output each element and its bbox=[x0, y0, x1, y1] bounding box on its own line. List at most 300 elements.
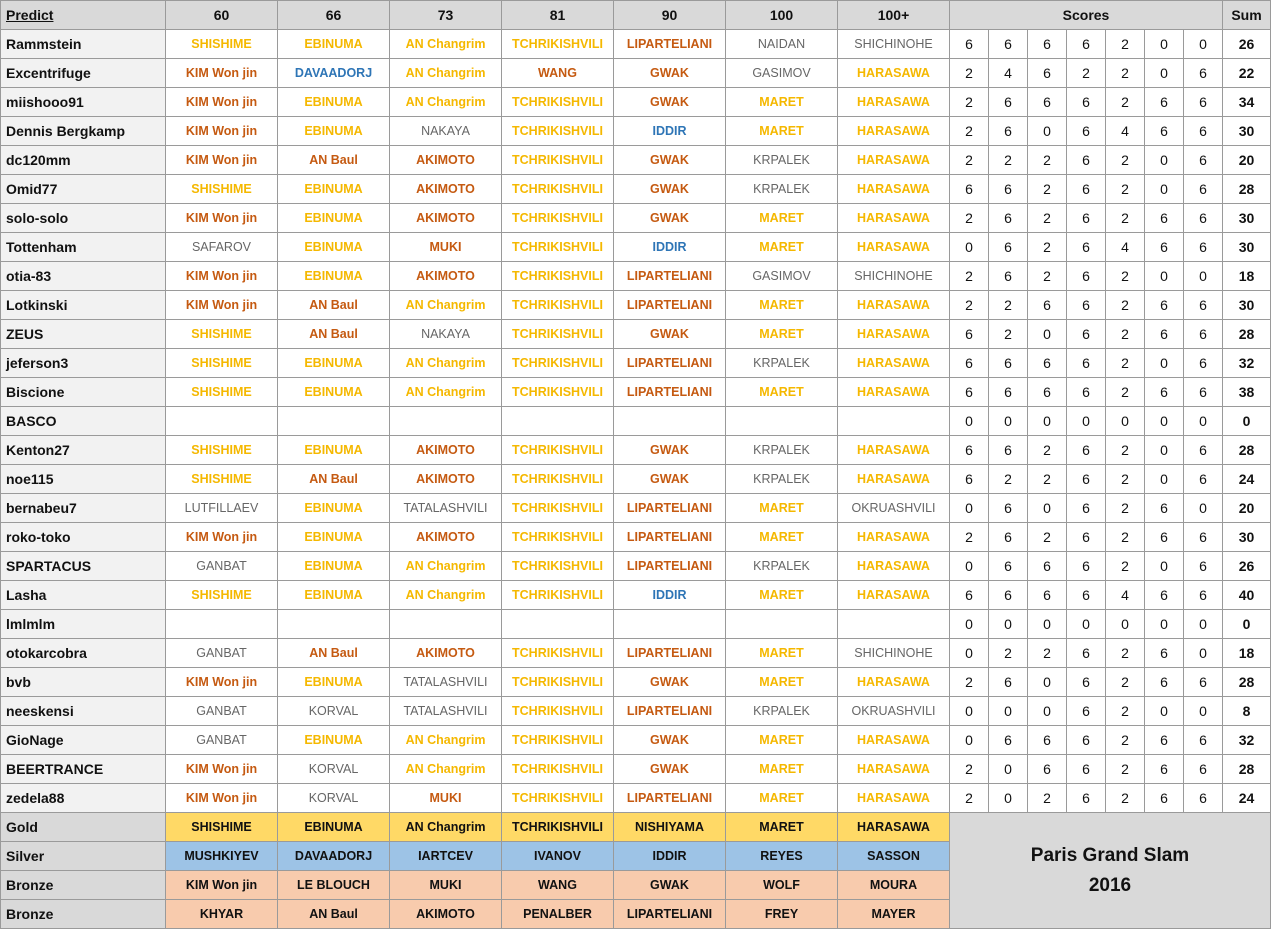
score-cell: 2 bbox=[1106, 755, 1145, 784]
pick-cell: LIPARTELIANI bbox=[614, 349, 726, 378]
score-cell: 2 bbox=[1106, 465, 1145, 494]
medal-label: Gold bbox=[1, 813, 166, 842]
score-cell: 6 bbox=[1184, 320, 1223, 349]
pick-cell: TATALASHVILI bbox=[390, 668, 502, 697]
pick-cell: GWAK bbox=[614, 320, 726, 349]
score-cell: 6 bbox=[1145, 204, 1184, 233]
pick-cell: MUKI bbox=[390, 784, 502, 813]
score-cell: 6 bbox=[1145, 581, 1184, 610]
pick-cell: TCHRIKISHVILI bbox=[502, 146, 614, 175]
table-row bbox=[1, 291, 1271, 320]
pick-cell: AN Changrim bbox=[390, 349, 502, 378]
table-row bbox=[1, 697, 1271, 726]
score-cell: 6 bbox=[989, 88, 1028, 117]
score-cell: 0 bbox=[1028, 320, 1067, 349]
score-cell: 2 bbox=[1106, 320, 1145, 349]
medalist-cell: WOLF bbox=[726, 871, 838, 900]
pick-cell: KIM Won jin bbox=[166, 668, 278, 697]
pick-cell: KIM Won jin bbox=[166, 755, 278, 784]
sum-cell: 32 bbox=[1223, 726, 1271, 755]
pick-cell: AN Changrim bbox=[390, 30, 502, 59]
pick-cell: NAIDAN bbox=[726, 30, 838, 59]
score-cell: 2 bbox=[1106, 59, 1145, 88]
score-cell: 0 bbox=[1028, 407, 1067, 436]
table-row bbox=[1, 146, 1271, 175]
sum-cell: 26 bbox=[1223, 552, 1271, 581]
pick-cell: AKIMOTO bbox=[390, 465, 502, 494]
medalist-cell: AN Changrim bbox=[390, 813, 502, 842]
sum-cell: 20 bbox=[1223, 146, 1271, 175]
pick-cell: EBINUMA bbox=[278, 436, 390, 465]
pick-cell: AKIMOTO bbox=[390, 639, 502, 668]
score-cell: 6 bbox=[1184, 59, 1223, 88]
pick-cell: AN Baul bbox=[278, 639, 390, 668]
medal-row bbox=[1, 813, 1271, 842]
score-cell: 0 bbox=[1028, 697, 1067, 726]
pick-cell: HARASAWA bbox=[838, 59, 950, 88]
pick-cell: HARASAWA bbox=[838, 552, 950, 581]
pick-cell: EBINUMA bbox=[278, 726, 390, 755]
score-cell: 6 bbox=[1145, 639, 1184, 668]
score-cell: 2 bbox=[950, 146, 989, 175]
score-cell: 6 bbox=[1028, 349, 1067, 378]
pick-cell: IDDIR bbox=[614, 233, 726, 262]
score-cell: 2 bbox=[1106, 668, 1145, 697]
score-cell: 6 bbox=[989, 30, 1028, 59]
pick-cell: GWAK bbox=[614, 436, 726, 465]
score-cell: 6 bbox=[989, 581, 1028, 610]
table-row bbox=[1, 407, 1271, 436]
score-cell: 2 bbox=[950, 668, 989, 697]
score-cell: 0 bbox=[950, 233, 989, 262]
table-row bbox=[1, 581, 1271, 610]
score-cell: 6 bbox=[1028, 291, 1067, 320]
medalist-cell: IDDIR bbox=[614, 842, 726, 871]
pick-cell: MARET bbox=[726, 581, 838, 610]
sum-cell: 24 bbox=[1223, 784, 1271, 813]
score-cell: 6 bbox=[1067, 639, 1106, 668]
pick-cell: GWAK bbox=[614, 755, 726, 784]
score-cell: 6 bbox=[1067, 233, 1106, 262]
pick-cell: LIPARTELIANI bbox=[614, 494, 726, 523]
score-cell: 2 bbox=[1106, 726, 1145, 755]
table-row bbox=[1, 523, 1271, 552]
sum-cell: 8 bbox=[1223, 697, 1271, 726]
pick-cell: GANBAT bbox=[166, 639, 278, 668]
score-cell: 6 bbox=[1145, 523, 1184, 552]
pick-cell: MUKI bbox=[390, 233, 502, 262]
score-cell: 2 bbox=[950, 117, 989, 146]
score-cell: 6 bbox=[1184, 465, 1223, 494]
score-cell: 0 bbox=[1145, 30, 1184, 59]
pick-cell: HARASAWA bbox=[838, 117, 950, 146]
pick-cell: AKIMOTO bbox=[390, 436, 502, 465]
score-cell: 2 bbox=[950, 88, 989, 117]
participant-name: jeferson3 bbox=[1, 349, 166, 378]
pick-cell: MARET bbox=[726, 784, 838, 813]
pick-cell: LIPARTELIANI bbox=[614, 523, 726, 552]
score-cell: 6 bbox=[1067, 349, 1106, 378]
sum-cell: 32 bbox=[1223, 349, 1271, 378]
pick-cell: IDDIR bbox=[614, 581, 726, 610]
participant-name: zedela88 bbox=[1, 784, 166, 813]
pick-cell: SHISHIME bbox=[166, 465, 278, 494]
pick-cell: HARASAWA bbox=[838, 581, 950, 610]
pick-cell: HARASAWA bbox=[838, 88, 950, 117]
table-row bbox=[1, 30, 1271, 59]
pick-cell: AN Baul bbox=[278, 320, 390, 349]
pick-cell: KRPALEK bbox=[726, 697, 838, 726]
pick-cell: MARET bbox=[726, 726, 838, 755]
table-row bbox=[1, 320, 1271, 349]
pick-cell: SHICHINOHE bbox=[838, 639, 950, 668]
pick-cell bbox=[502, 407, 614, 436]
pick-cell bbox=[278, 610, 390, 639]
score-cell: 0 bbox=[1145, 407, 1184, 436]
table-row bbox=[1, 262, 1271, 291]
score-cell: 2 bbox=[1028, 523, 1067, 552]
score-cell: 6 bbox=[1145, 784, 1184, 813]
score-cell: 6 bbox=[1145, 755, 1184, 784]
score-cell: 2 bbox=[1028, 262, 1067, 291]
sum-cell: 40 bbox=[1223, 581, 1271, 610]
pick-cell: HARASAWA bbox=[838, 291, 950, 320]
score-cell: 6 bbox=[1067, 523, 1106, 552]
pick-cell bbox=[502, 610, 614, 639]
score-cell: 2 bbox=[950, 523, 989, 552]
pick-cell: EBINUMA bbox=[278, 349, 390, 378]
score-cell: 0 bbox=[1145, 349, 1184, 378]
score-cell: 6 bbox=[1184, 436, 1223, 465]
pick-cell: TCHRIKISHVILI bbox=[502, 784, 614, 813]
score-cell: 6 bbox=[989, 523, 1028, 552]
pick-cell: MARET bbox=[726, 668, 838, 697]
category-header: 100+ bbox=[838, 1, 950, 30]
pick-cell: SHISHIME bbox=[166, 320, 278, 349]
score-cell: 6 bbox=[1184, 581, 1223, 610]
score-cell: 6 bbox=[1184, 784, 1223, 813]
score-cell: 0 bbox=[1184, 639, 1223, 668]
score-cell: 2 bbox=[989, 291, 1028, 320]
pick-cell bbox=[838, 407, 950, 436]
pick-cell: MARET bbox=[726, 523, 838, 552]
sum-cell: 30 bbox=[1223, 291, 1271, 320]
medalist-cell: KHYAR bbox=[166, 900, 278, 929]
score-cell: 6 bbox=[1067, 668, 1106, 697]
medalist-cell: LE BLOUCH bbox=[278, 871, 390, 900]
pick-cell: TCHRIKISHVILI bbox=[502, 30, 614, 59]
medalist-cell: KIM Won jin bbox=[166, 871, 278, 900]
pick-cell: EBINUMA bbox=[278, 668, 390, 697]
table-row bbox=[1, 204, 1271, 233]
score-cell: 6 bbox=[1028, 378, 1067, 407]
participant-name: otokarcobra bbox=[1, 639, 166, 668]
pick-cell bbox=[390, 407, 502, 436]
table-row bbox=[1, 726, 1271, 755]
pick-cell: SHISHIME bbox=[166, 30, 278, 59]
medalist-cell: HARASAWA bbox=[838, 813, 950, 842]
score-cell: 4 bbox=[989, 59, 1028, 88]
score-cell: 6 bbox=[1028, 726, 1067, 755]
pick-cell: GWAK bbox=[614, 668, 726, 697]
score-cell: 6 bbox=[989, 552, 1028, 581]
medalist-cell: MARET bbox=[726, 813, 838, 842]
pick-cell: KIM Won jin bbox=[166, 784, 278, 813]
score-cell: 2 bbox=[1028, 436, 1067, 465]
sum-cell: 30 bbox=[1223, 523, 1271, 552]
participant-name: miishooo91 bbox=[1, 88, 166, 117]
score-cell: 6 bbox=[989, 494, 1028, 523]
score-cell: 6 bbox=[950, 349, 989, 378]
score-cell: 2 bbox=[989, 465, 1028, 494]
pick-cell: HARASAWA bbox=[838, 784, 950, 813]
pick-cell: NAKAYA bbox=[390, 320, 502, 349]
pick-cell bbox=[390, 610, 502, 639]
pick-cell: HARASAWA bbox=[838, 349, 950, 378]
score-cell: 6 bbox=[989, 204, 1028, 233]
score-cell: 0 bbox=[1106, 407, 1145, 436]
pick-cell: LIPARTELIANI bbox=[614, 378, 726, 407]
pick-cell: TATALASHVILI bbox=[390, 697, 502, 726]
score-cell: 6 bbox=[1067, 552, 1106, 581]
score-cell: 2 bbox=[950, 291, 989, 320]
score-cell: 2 bbox=[1106, 146, 1145, 175]
participant-name: GioNage bbox=[1, 726, 166, 755]
table-row bbox=[1, 233, 1271, 262]
pick-cell: HARASAWA bbox=[838, 726, 950, 755]
pick-cell: KRPALEK bbox=[726, 436, 838, 465]
pick-cell: GWAK bbox=[614, 175, 726, 204]
pick-cell: TCHRIKISHVILI bbox=[502, 639, 614, 668]
sum-cell: 18 bbox=[1223, 639, 1271, 668]
pick-cell: EBINUMA bbox=[278, 117, 390, 146]
pick-cell: KORVAL bbox=[278, 697, 390, 726]
sum-cell: 38 bbox=[1223, 378, 1271, 407]
score-cell: 0 bbox=[1028, 668, 1067, 697]
pick-cell: SAFAROV bbox=[166, 233, 278, 262]
pick-cell: MARET bbox=[726, 320, 838, 349]
category-header: 73 bbox=[390, 1, 502, 30]
medalist-cell: MUSHKIYEV bbox=[166, 842, 278, 871]
sum-cell: 30 bbox=[1223, 117, 1271, 146]
score-cell: 2 bbox=[950, 755, 989, 784]
pick-cell: LIPARTELIANI bbox=[614, 262, 726, 291]
pick-cell: EBINUMA bbox=[278, 581, 390, 610]
pick-cell: KRPALEK bbox=[726, 552, 838, 581]
medalist-cell: GWAK bbox=[614, 871, 726, 900]
score-cell: 2 bbox=[989, 639, 1028, 668]
medalist-cell: REYES bbox=[726, 842, 838, 871]
score-cell: 0 bbox=[1184, 407, 1223, 436]
prediction-rows bbox=[1, 30, 1271, 813]
participant-name: noe115 bbox=[1, 465, 166, 494]
participant-name: Rammstein bbox=[1, 30, 166, 59]
pick-cell bbox=[278, 407, 390, 436]
pick-cell: KIM Won jin bbox=[166, 262, 278, 291]
score-cell: 6 bbox=[1067, 784, 1106, 813]
score-cell: 0 bbox=[1145, 262, 1184, 291]
pick-cell: SHICHINOHE bbox=[838, 30, 950, 59]
pick-cell: GWAK bbox=[614, 88, 726, 117]
pick-cell: MARET bbox=[726, 639, 838, 668]
sum-cell: 28 bbox=[1223, 668, 1271, 697]
score-cell: 0 bbox=[1067, 407, 1106, 436]
score-cell: 2 bbox=[950, 784, 989, 813]
score-cell: 2 bbox=[989, 146, 1028, 175]
sum-cell: 22 bbox=[1223, 59, 1271, 88]
participant-name: ZEUS bbox=[1, 320, 166, 349]
score-cell: 6 bbox=[950, 175, 989, 204]
table-row bbox=[1, 610, 1271, 639]
score-cell: 6 bbox=[1145, 726, 1184, 755]
score-cell: 6 bbox=[1184, 204, 1223, 233]
score-cell: 2 bbox=[1028, 175, 1067, 204]
pick-cell: AN Changrim bbox=[390, 59, 502, 88]
pick-cell: KRPALEK bbox=[726, 465, 838, 494]
table-row bbox=[1, 755, 1271, 784]
score-cell: 6 bbox=[1028, 88, 1067, 117]
score-cell: 2 bbox=[1106, 291, 1145, 320]
score-cell: 0 bbox=[1145, 610, 1184, 639]
pick-cell: MARET bbox=[726, 378, 838, 407]
pick-cell: AN Baul bbox=[278, 291, 390, 320]
pick-cell: AKIMOTO bbox=[390, 175, 502, 204]
score-cell: 6 bbox=[1067, 465, 1106, 494]
pick-cell: GWAK bbox=[614, 146, 726, 175]
pick-cell: GWAK bbox=[614, 59, 726, 88]
pick-cell: EBINUMA bbox=[278, 262, 390, 291]
event-name: Paris Grand Slam bbox=[1030, 844, 1190, 866]
score-cell: 6 bbox=[950, 320, 989, 349]
score-cell: 0 bbox=[989, 407, 1028, 436]
score-cell: 0 bbox=[1145, 436, 1184, 465]
score-cell: 0 bbox=[1028, 494, 1067, 523]
score-cell: 0 bbox=[950, 494, 989, 523]
predict-header: Predict bbox=[1, 1, 166, 30]
table-row bbox=[1, 88, 1271, 117]
pick-cell: SHISHIME bbox=[166, 349, 278, 378]
score-cell: 2 bbox=[950, 204, 989, 233]
category-header: 81 bbox=[502, 1, 614, 30]
score-cell: 0 bbox=[1028, 610, 1067, 639]
score-cell: 2 bbox=[1028, 146, 1067, 175]
pick-cell: EBINUMA bbox=[278, 494, 390, 523]
pick-cell: MARET bbox=[726, 291, 838, 320]
score-cell: 6 bbox=[1184, 146, 1223, 175]
pick-cell: TCHRIKISHVILI bbox=[502, 320, 614, 349]
score-cell: 4 bbox=[1106, 233, 1145, 262]
pick-cell: HARASAWA bbox=[838, 175, 950, 204]
sum-cell: 30 bbox=[1223, 204, 1271, 233]
pick-cell: TATALASHVILI bbox=[390, 494, 502, 523]
pick-cell: LIPARTELIANI bbox=[614, 30, 726, 59]
score-cell: 0 bbox=[1184, 262, 1223, 291]
score-cell: 6 bbox=[1067, 88, 1106, 117]
pick-cell: AN Changrim bbox=[390, 755, 502, 784]
score-cell: 0 bbox=[1106, 610, 1145, 639]
score-cell: 6 bbox=[1184, 349, 1223, 378]
participant-name: Lasha bbox=[1, 581, 166, 610]
score-cell: 6 bbox=[989, 378, 1028, 407]
score-cell: 6 bbox=[1184, 726, 1223, 755]
score-cell: 6 bbox=[989, 436, 1028, 465]
participant-name: BEERTRANCE bbox=[1, 755, 166, 784]
participant-name: SPARTACUS bbox=[1, 552, 166, 581]
pick-cell: KRPALEK bbox=[726, 175, 838, 204]
category-header: 100 bbox=[726, 1, 838, 30]
pick-cell: SHICHINOHE bbox=[838, 262, 950, 291]
pick-cell: GASIMOV bbox=[726, 59, 838, 88]
sum-cell: 24 bbox=[1223, 465, 1271, 494]
pick-cell: DAVAADORJ bbox=[278, 59, 390, 88]
pick-cell: AKIMOTO bbox=[390, 204, 502, 233]
table-row bbox=[1, 639, 1271, 668]
medalist-cell: TCHRIKISHVILI bbox=[502, 813, 614, 842]
participant-name: BASCO bbox=[1, 407, 166, 436]
score-cell: 0 bbox=[1067, 610, 1106, 639]
pick-cell: EBINUMA bbox=[278, 88, 390, 117]
category-header: 60 bbox=[166, 1, 278, 30]
table-row bbox=[1, 552, 1271, 581]
sum-cell: 28 bbox=[1223, 175, 1271, 204]
pick-cell: TCHRIKISHVILI bbox=[502, 465, 614, 494]
score-cell: 0 bbox=[950, 552, 989, 581]
table-row bbox=[1, 436, 1271, 465]
score-cell: 6 bbox=[1067, 175, 1106, 204]
score-cell: 0 bbox=[1145, 465, 1184, 494]
participant-name: bvb bbox=[1, 668, 166, 697]
pick-cell: AN Changrim bbox=[390, 378, 502, 407]
score-cell: 6 bbox=[1067, 755, 1106, 784]
score-cell: 6 bbox=[989, 349, 1028, 378]
score-cell: 2 bbox=[1106, 784, 1145, 813]
score-cell: 6 bbox=[989, 175, 1028, 204]
score-cell: 6 bbox=[1028, 552, 1067, 581]
pick-cell: TCHRIKISHVILI bbox=[502, 523, 614, 552]
score-cell: 6 bbox=[1145, 117, 1184, 146]
pick-cell: EBINUMA bbox=[278, 523, 390, 552]
pick-cell bbox=[726, 610, 838, 639]
score-cell: 6 bbox=[1067, 494, 1106, 523]
medal-label: Bronze bbox=[1, 900, 166, 929]
pick-cell: OKRUASHVILI bbox=[838, 494, 950, 523]
pick-cell bbox=[614, 407, 726, 436]
pick-cell: SHISHIME bbox=[166, 436, 278, 465]
pick-cell bbox=[166, 407, 278, 436]
pick-cell: EBINUMA bbox=[278, 204, 390, 233]
table-row bbox=[1, 378, 1271, 407]
medalist-cell: SASSON bbox=[838, 842, 950, 871]
pick-cell: KRPALEK bbox=[726, 146, 838, 175]
pick-cell: TCHRIKISHVILI bbox=[502, 494, 614, 523]
pick-cell: MARET bbox=[726, 117, 838, 146]
score-cell: 6 bbox=[1028, 30, 1067, 59]
score-cell: 6 bbox=[1067, 378, 1106, 407]
score-cell: 6 bbox=[950, 436, 989, 465]
score-cell: 6 bbox=[950, 378, 989, 407]
pick-cell: KIM Won jin bbox=[166, 523, 278, 552]
score-cell: 6 bbox=[1184, 552, 1223, 581]
score-cell: 6 bbox=[1067, 291, 1106, 320]
pick-cell bbox=[166, 610, 278, 639]
score-cell: 6 bbox=[1067, 726, 1106, 755]
medalist-cell: FREY bbox=[726, 900, 838, 929]
score-cell: 4 bbox=[1106, 581, 1145, 610]
pick-cell: GWAK bbox=[614, 465, 726, 494]
medalist-cell: LIPARTELIANI bbox=[614, 900, 726, 929]
score-cell: 2 bbox=[1106, 349, 1145, 378]
score-cell: 0 bbox=[1184, 30, 1223, 59]
